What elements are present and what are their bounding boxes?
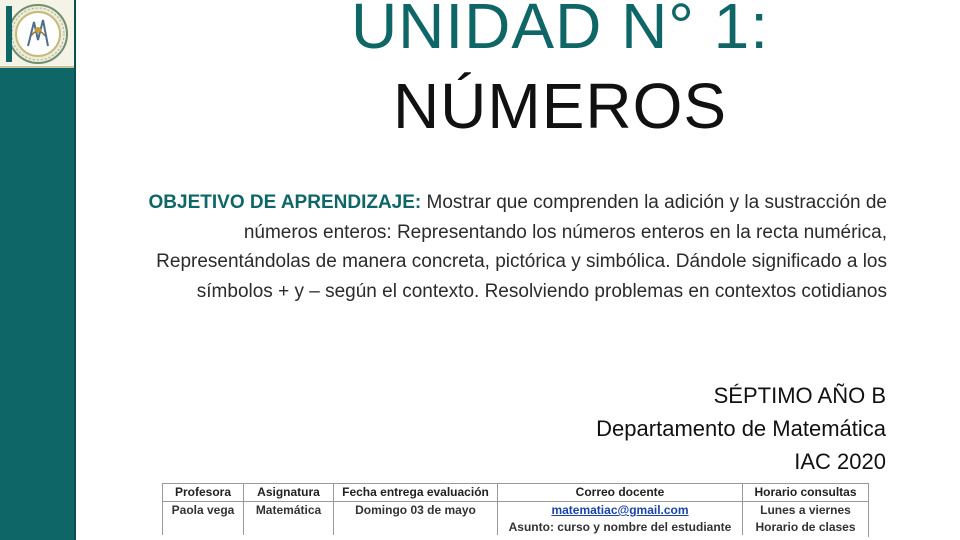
header-horario: Horario consultas xyxy=(743,484,869,502)
asignatura-value: Matemática xyxy=(255,503,322,517)
institution-year: IAC 2020 xyxy=(794,449,886,474)
logo-panel xyxy=(0,0,74,68)
table-bottom-crop xyxy=(162,535,868,540)
objective-text: Mostrar que comprenden la adición y la sustracción de números enteros: Representando los números enteros en la recta numérica, Representándolas de manera concreta, pictórica y simbólica. Dándole significado a los símbolos + y – según el contexto. Resolviendo problemas en contextos cotidianos xyxy=(156,192,887,302)
profesora-value: Paola vega xyxy=(171,503,235,517)
profesora-blank xyxy=(165,519,241,536)
horario-hours: Horario de clases xyxy=(755,520,856,534)
table-header-row xyxy=(163,484,869,502)
sidebar-edge xyxy=(74,0,76,540)
email-link[interactable]: matematiac@gmail.com xyxy=(551,503,689,517)
header-asignatura: Asignatura xyxy=(244,484,334,502)
header-correo: Correo docente xyxy=(498,484,743,502)
header-fecha: Fecha entrega evaluación xyxy=(334,484,498,502)
asignatura-blank xyxy=(246,519,331,536)
cell-fecha xyxy=(334,502,498,537)
sidebar-band xyxy=(0,0,76,540)
title-topic: NÚMEROS xyxy=(392,70,728,142)
learning-objective xyxy=(140,188,887,306)
cell-correo xyxy=(498,502,743,537)
objective-label: OBJETIVO DE APRENDIZAJE: xyxy=(148,192,422,213)
school-crest-icon xyxy=(0,0,74,66)
department-name: Departamento de Matemática xyxy=(596,416,886,441)
course-info-table xyxy=(162,483,869,537)
cell-profesora xyxy=(163,502,244,537)
course-name: SÉPTIMO AÑO B xyxy=(713,383,886,408)
horario-days: Lunes a viernes xyxy=(760,503,851,517)
title-unit: UNIDAD N° 1: xyxy=(350,0,770,62)
fecha-blank xyxy=(336,519,495,536)
cell-horario xyxy=(743,502,869,537)
header-profesora: Profesora xyxy=(163,484,244,502)
table-row xyxy=(163,502,869,537)
cell-asignatura xyxy=(244,502,334,537)
email-subject-note: Asunto: curso y nombre del estudiante xyxy=(508,520,732,534)
fecha-value: Domingo 03 de mayo xyxy=(355,503,476,517)
